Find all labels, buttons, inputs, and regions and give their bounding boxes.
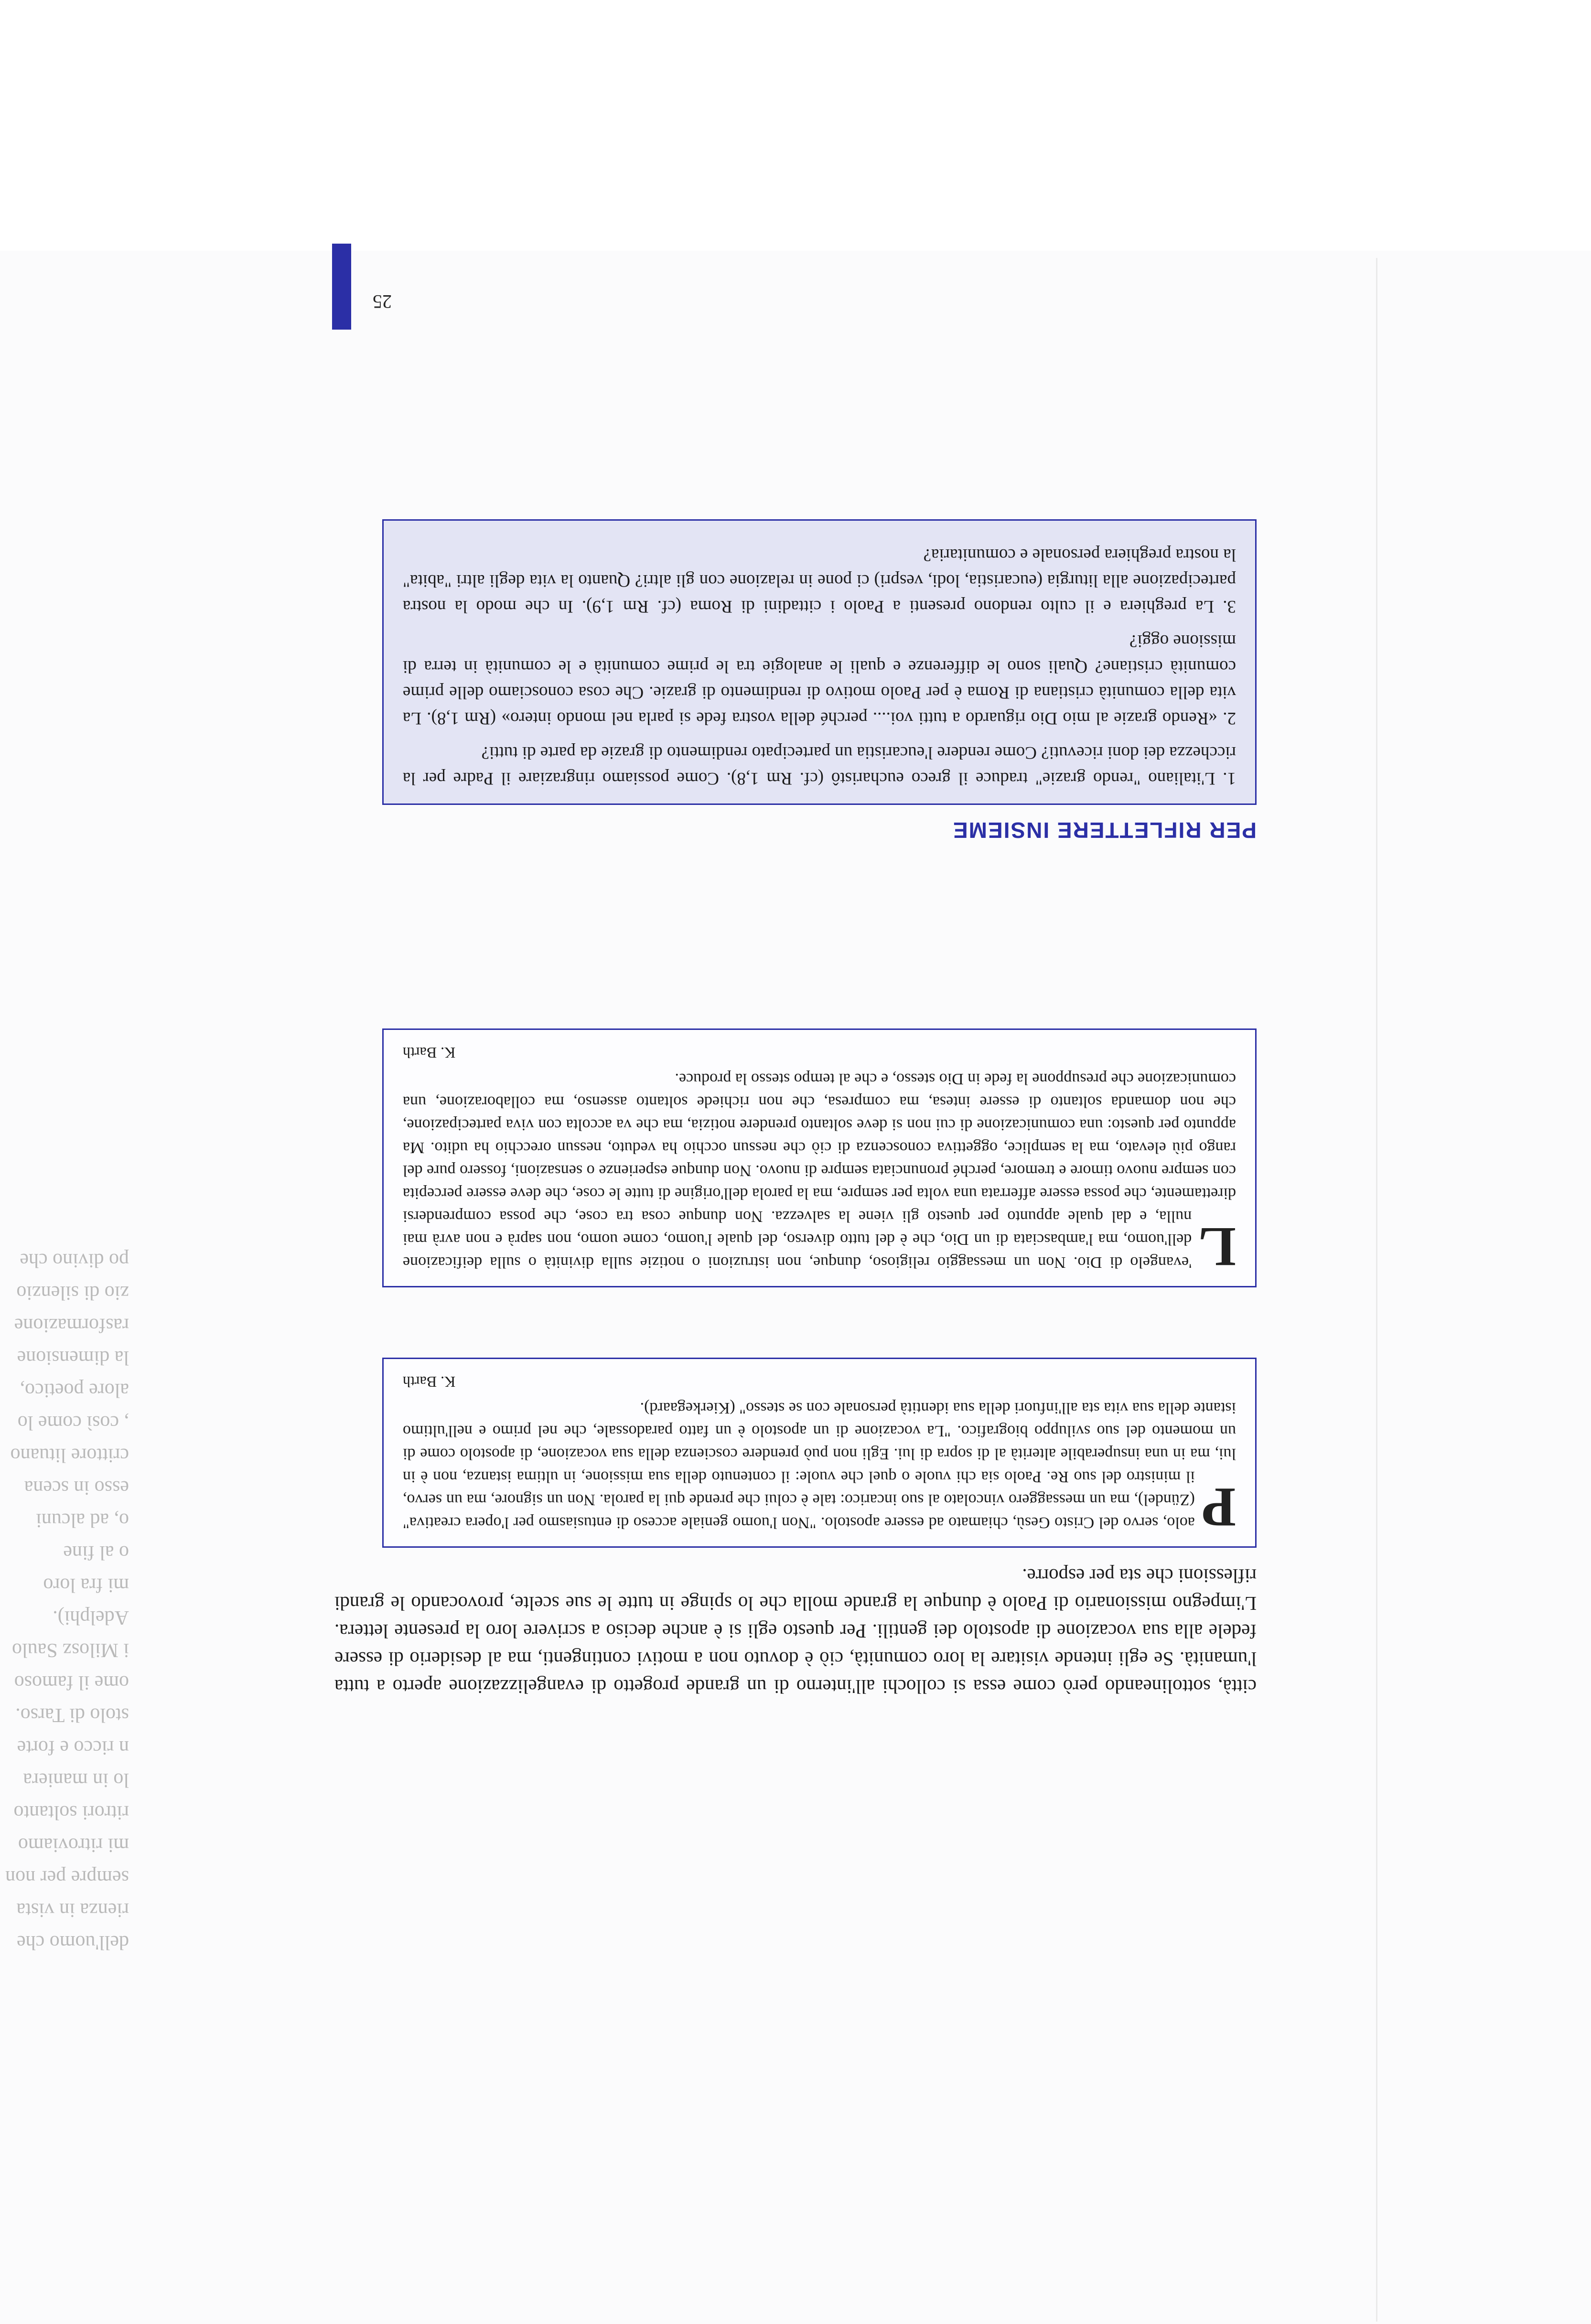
quote-text: 'evangelo di Dio. Non un messaggio religioso, dunque, non istruzioni o notizie sulla divinità o sulla deificazione dell'uomo, ma l'ambasciata di un Dio, che è del tutto diverso, del quale l'uomo, come uomo, non saprà e non avrà mai nulla, e dal quale appunto per questo gli viene la salvezza. Non dunque cosa tra cose, che possa comprendersi direttamente, che possa essere afferrata una volta per sempre, ma la parola dell'origine di tutte le cose, che deve essere percepita con sempre nuovo timore e tremore, perché pronunciata sempre di nuovo. Non dunque esperienze o sensazioni, fossero pure del rango più elevato, ma la semplice, oggettiva conoscenza di ciò che nessun occhio ha veduto, nessun orecchio ha udito. Ma appunto per questo: una comunicazione di cui non si deve soltanto prendere notizia, ma che va accolta con viva partecipazione, che non domanda soltanto di essere intesa, ma compresa, che non richiede soltanto assenso, ma collaborazione, una comunicazione che presuppone la fede in Dio stesso, e che al tempo stesso la produce. xyxy=(403,1070,1236,1271)
bleed-line: ritrori soltanto xyxy=(13,1801,129,1823)
reflection-questions xyxy=(382,519,1257,805)
quote-text: aolo, servo del Cristo Gesù, chiamato ad essere apostolo. "Non l'uomo geniale acceso di entusiasmo per l'opera creativa" (Zündel), ma un messaggero vincolato al suo incarico: tale è colui che prende qui la parola. Non un signore, ma un servo, il ministro del suo Re. Paolo sia chi vuole o quel che vuole: il contenuto della sua missione, in ultima istanza, non è in lui, ma in una insuperabile alterità al di sopra di lui. Egli non può prendere coscienza della sua vocazione, di apostolo come di un momento del suo sviluppo biografico. "La vocazione di un apostolo è un fatto paradossale, che nel primo e nell'ultimo istante della sua vita sta all'infuori della sua identità personale con se stesso" (Kierkegaard). xyxy=(403,1399,1236,1531)
bleed-line: alore poetico, xyxy=(20,1379,129,1401)
bleed-line: o, ad alcuni xyxy=(36,1509,129,1531)
bleed-line: i Milosz Saulo xyxy=(11,1639,129,1661)
bleed-line: ome il famoso xyxy=(14,1671,129,1693)
bleed-line: o al fine xyxy=(63,1542,129,1564)
page-number: 25 xyxy=(373,291,392,312)
bleed-line: stolo di Tarso. xyxy=(15,1704,129,1726)
bleed-line: Adelphi). xyxy=(53,1606,129,1628)
bleed-line: n ricco e forte xyxy=(17,1736,129,1758)
question-3: 3. La preghiera e il culto rendono presenti a Paolo i cittadini di Roma (cf. Rm 1,9). In che modo la nostra partecipazione alla liturgia (eucaristia, lodi, vespri) ci pone in relazione con gli altri? Quanto la vita degli altri "abita" la nostra preghiera personale e comunitaria? xyxy=(403,545,1236,616)
bleed-line: lo in maniera xyxy=(23,1769,129,1791)
quote-signature: K. Barth xyxy=(403,1044,456,1061)
section-title: PER RIFLETTERE INSIEME xyxy=(952,818,1257,843)
bleed-line: rienza in vista xyxy=(16,1899,129,1921)
page-number-bar xyxy=(332,244,351,330)
question-2: 2. «Rendo grazie al mio Dio riguardo a tutti voi.... perché della vostra fede si parla nel mondo intero» (Rm 1,8). La vita della comunità cristiana di Roma è per Paolo motivo di rendimento di grazie. Che cosa conosciamo delle prime comunità cristiane? Quali sono le differenze e quali le analogie tra le prime comunità e le comunità in terra di missione oggi? xyxy=(403,631,1236,728)
bleed-line: po divino che xyxy=(20,1249,129,1271)
intro-paragraph: città, sottolineando però come essa si collochi all'interno di un grande progetto di evangelizzazione aperto a tutta l'umanità. Se egli intende visitare la loro comunità, ciò è dovuto non a motivi contingenti, ma al desiderio di essere fedele alla sua vocazione di apostolo dei gentili. Per questo egli si è anche deciso a scrivere loro la presente lettera. L'impegno missionario di Paolo è dunque la grande molla che lo spinge in tutte le sue scelte, provocando le grandi riflessioni che sta per esporre. xyxy=(334,1565,1257,1698)
bleed-line: mi ritroviamo xyxy=(18,1834,129,1856)
bleed-line: la dimensione xyxy=(17,1347,129,1369)
quote-box-evangelo xyxy=(382,1028,1257,1287)
dropcap: L xyxy=(1198,1216,1236,1278)
bleed-line: rasformazione xyxy=(14,1314,129,1336)
bleed-line: mi fra loro xyxy=(43,1574,129,1596)
bleed-line: , così come lo xyxy=(17,1412,129,1434)
quote-box-apostolo xyxy=(382,1358,1257,1548)
bleed-line: sempre per non xyxy=(5,1866,129,1888)
upside-down-page xyxy=(334,268,1257,1701)
bleed-through-text xyxy=(0,382,129,1959)
bleed-line: dell'uomo che xyxy=(17,1931,129,1953)
bleed-line: esso in scena xyxy=(24,1477,129,1499)
bleed-line: crittore lituano xyxy=(10,1444,129,1466)
dropcap: P xyxy=(1201,1476,1236,1539)
quote-signature: K. Barth xyxy=(403,1373,456,1391)
page-fold xyxy=(1376,258,1377,2322)
question-1: 1. L'italiano "rendo grazie" traduce il greco eucharistô (cf. Rm 1,8). Come possiamo ringraziare il Padre per la ricchezza dei doni ricevuti? Come rendere l'eucaristia un partecipato rendimento di grazie da parte di tutti? xyxy=(403,743,1236,788)
bleed-line: zio di silenzio xyxy=(16,1282,129,1304)
